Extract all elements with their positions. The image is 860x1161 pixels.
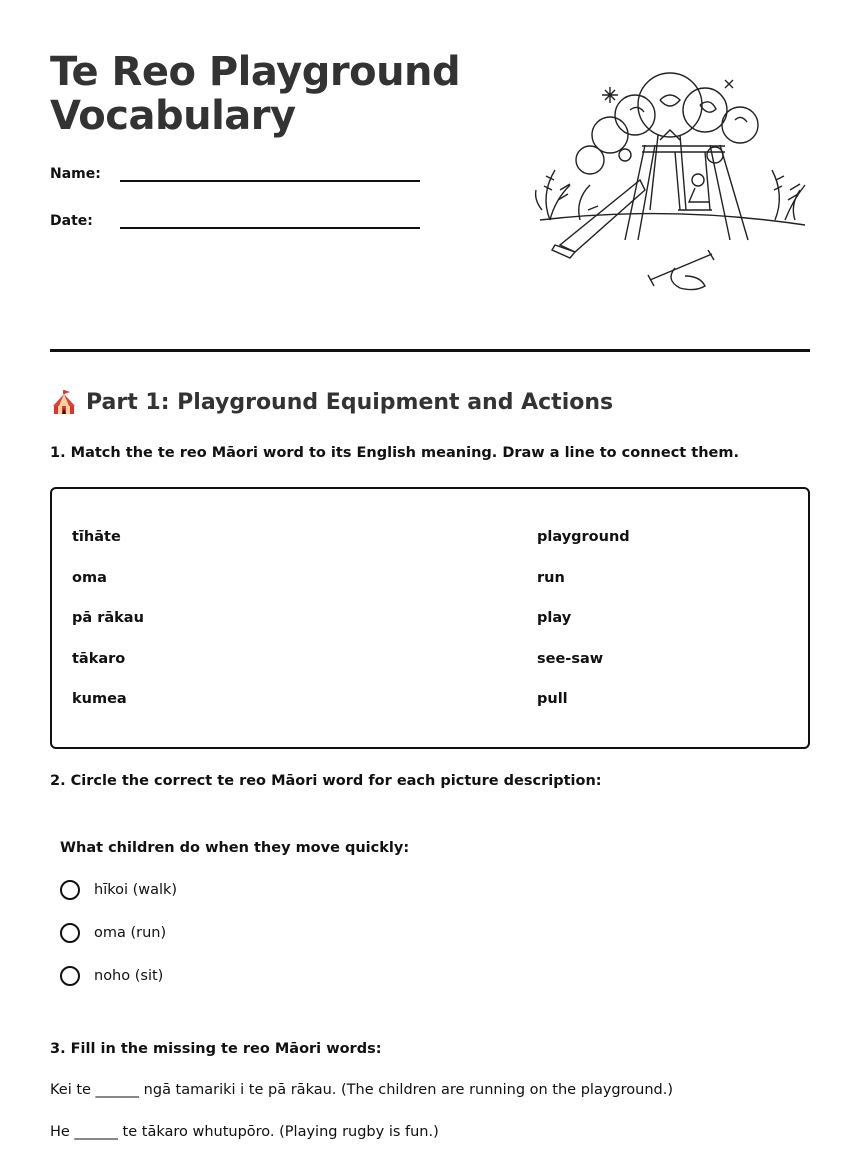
question-2: 2. Circle the correct te reo Māori word for each picture description: bbox=[50, 773, 602, 789]
question-1: 1. Match the te reo Māori word to its English meaning. Draw a line to connect them. bbox=[50, 445, 739, 461]
part-1-title: Part 1: Playground Equipment and Actions bbox=[86, 389, 614, 415]
playground-illustration-icon bbox=[530, 60, 820, 300]
fill-in-sentence[interactable]: He ______ te tākaro whutupōro. (Playing rugby is fun.) bbox=[50, 1124, 439, 1140]
match-left-word[interactable]: pā rākau bbox=[72, 610, 144, 626]
option-label: hīkoi (walk) bbox=[94, 882, 178, 898]
name-label: Name: bbox=[50, 166, 101, 182]
date-label: Date: bbox=[50, 213, 93, 229]
match-right-word[interactable]: pull bbox=[537, 691, 568, 707]
match-right-word[interactable]: run bbox=[537, 570, 565, 586]
section-divider bbox=[50, 349, 810, 352]
name-write-line[interactable] bbox=[120, 180, 420, 182]
question-2-prompt: What children do when they move quickly: bbox=[60, 840, 410, 856]
matching-box bbox=[50, 487, 810, 749]
match-left-word[interactable]: oma bbox=[72, 570, 107, 586]
worksheet-title bbox=[50, 50, 460, 138]
match-right-word[interactable]: see-saw bbox=[537, 651, 604, 667]
circus-tent-icon bbox=[50, 388, 78, 416]
match-left-word[interactable]: tīhāte bbox=[72, 529, 121, 545]
fill-in-sentence[interactable]: Kei te ______ ngā tamariki i te pā rākau. (The children are running on the playground.) bbox=[50, 1082, 673, 1098]
title-line-2: Vocabulary bbox=[50, 93, 296, 139]
option-label: oma (run) bbox=[94, 925, 167, 941]
match-left-word[interactable]: kumea bbox=[72, 691, 127, 707]
match-left-word[interactable]: tākaro bbox=[72, 651, 126, 667]
name-field bbox=[50, 166, 101, 182]
date-field bbox=[50, 213, 93, 229]
circle-option-radio[interactable] bbox=[60, 880, 80, 900]
part-1-heading bbox=[50, 388, 613, 416]
option-label: noho (sit) bbox=[94, 968, 164, 984]
option-row[interactable] bbox=[60, 880, 177, 900]
match-right-word[interactable]: play bbox=[537, 610, 572, 626]
date-write-line[interactable] bbox=[120, 227, 420, 229]
match-right-word[interactable]: playground bbox=[537, 529, 630, 545]
option-row[interactable] bbox=[60, 923, 166, 943]
question-3: 3. Fill in the missing te reo Māori words: bbox=[50, 1041, 382, 1057]
option-row[interactable] bbox=[60, 966, 163, 986]
circle-option-radio[interactable] bbox=[60, 966, 80, 986]
circle-option-radio[interactable] bbox=[60, 923, 80, 943]
title-line-1: Te Reo Playground bbox=[50, 49, 461, 95]
